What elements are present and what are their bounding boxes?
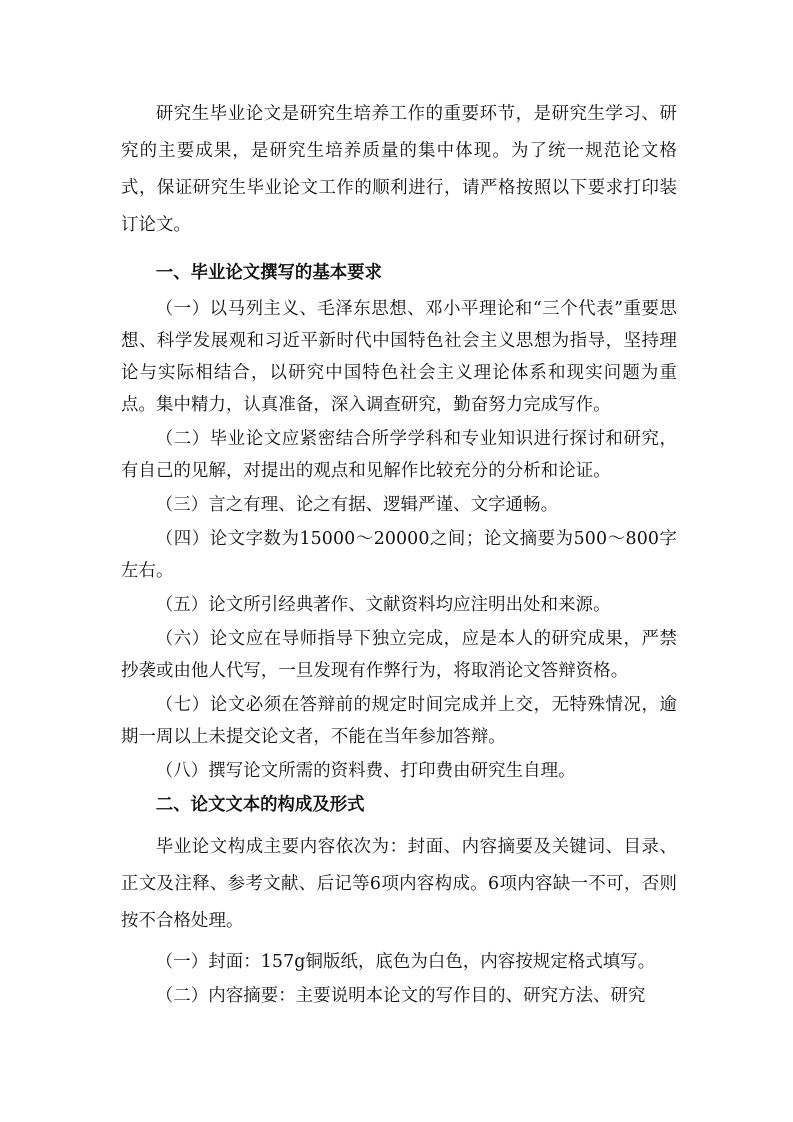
requirement-item: （四）论文字数为15000～20000之间；论文摘要为500～800字左右。 bbox=[121, 529, 677, 581]
intro-paragraph: 研究生毕业论文是研究生培养工作的重要环节，是研究生学习、研究的主要成果，是研究生培养质量的集中体现。为了统一规范论文格式，保证研究生毕业论文工作的顺利进行，请严格按照以下要求打印装订论文。 bbox=[121, 104, 677, 235]
section-heading-requirements: 一、毕业论文撰写的基本要求 bbox=[155, 263, 382, 283]
structure-item: （二）内容摘要：主要说明本论文的写作目的、研究方法、研究 bbox=[155, 986, 646, 1006]
requirement-item: （三）言之有理、论之有据、逻辑严谨、文字通畅。 bbox=[155, 495, 559, 515]
structure-intro-paragraph: 毕业论文构成主要内容依次为：封面、内容摘要及关键词、目录、正文及注释、参考文献、后记等6项内容构成。6项内容缺一不可，否则按不合格处理。 bbox=[121, 837, 677, 931]
requirement-item: （六）论文应在导师指导下独立完成，应是本人的研究成果，严禁抄袭或由他人代写，一旦发现有作弊行为，将取消论文答辩资格。 bbox=[121, 629, 677, 681]
requirement-item: （八）撰写论文所需的资料费、打印费由研究生自理。 bbox=[155, 761, 576, 781]
document-body bbox=[121, 96, 677, 1014]
requirement-item: （一）以马列主义、毛泽东思想、邓小平理论和“三个代表”重要思想、科学发展观和习近平新时代中国特色社会主义思想为指导，坚持理论与实际相结合，以研究中国特色社会主义理论体系和现实问题为重点。集中精力，认真准备，深入调查研究，勤奋努力完成写作。 bbox=[121, 299, 677, 415]
section-heading-structure: 二、论文文本的构成及形式 bbox=[155, 795, 365, 815]
requirement-item: （二）毕业论文应紧密结合所学学科和专业知识进行探讨和研究，有自己的见解，对提出的观点和见解作比较充分的分析和论证。 bbox=[121, 429, 677, 481]
requirement-item: （七）论文必须在答辩前的规定时间完成并上交，无特殊情况，逾期一周以上未提交论文者，不能在当年参加答辩。 bbox=[121, 695, 677, 747]
structure-item: （一）封面：157g铜版纸，底色为白色，内容按规定格式填写。 bbox=[155, 952, 656, 972]
requirement-item: （五）论文所引经典著作、文献资料均应注明出处和来源。 bbox=[155, 595, 611, 615]
